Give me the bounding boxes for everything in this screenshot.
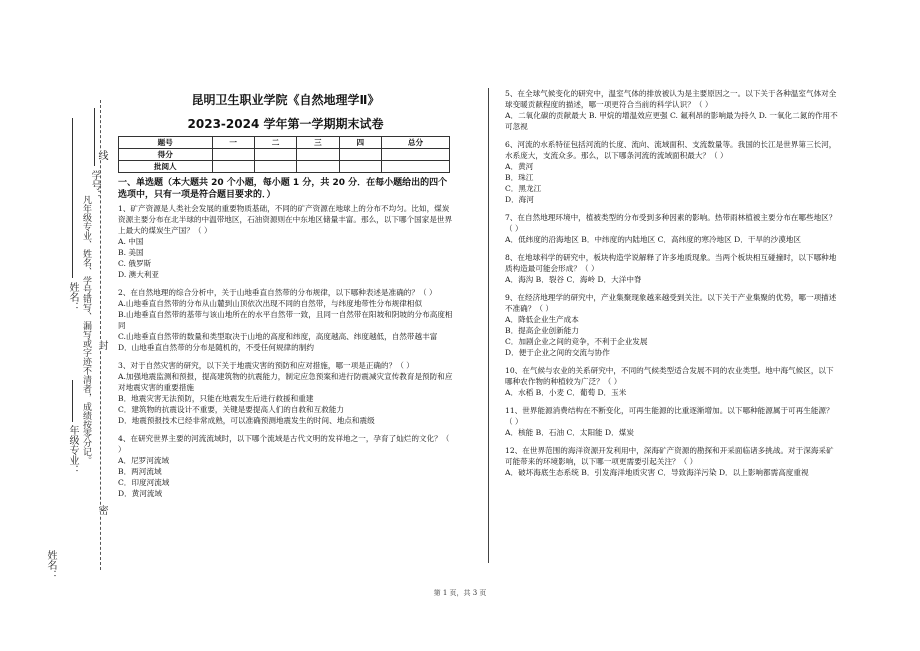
question-option[interactable]: B．地震灾害无法预防，只能在地震发生后进行救援和重建 [118, 394, 314, 403]
name-line [72, 118, 73, 278]
question-11 [505, 405, 840, 438]
score-table-header: 题号 [119, 137, 213, 149]
question-option[interactable]: B．两河流域 [118, 467, 162, 476]
question-stem: 12、在世界范围的海洋资源开发利用中，深海矿产资源的勘探和开采面临诸多挑战。对于深海采矿可能带来的环境影响，以下哪一项更需要引起关注？（ ） [505, 446, 834, 466]
question-4 [118, 433, 453, 499]
question-option[interactable]: C．加剧企业之间的竞争，不利于企业发展 [505, 337, 648, 346]
score-table-header: 二 [254, 137, 296, 149]
question-option[interactable]: C. 俄罗斯 [118, 259, 152, 268]
score-table-header-row [119, 137, 450, 149]
question-10 [505, 365, 840, 398]
question-option[interactable]: A．核能 B．石油 C．太阳能 D．煤炭 [505, 428, 634, 437]
question-option[interactable]: A．海沟 B．裂谷 C．海岭 D．大洋中脊 [505, 275, 642, 284]
question-option[interactable]: A．降低企业生产成本 [505, 315, 579, 324]
question-option[interactable]: D. 澳大利亚 [118, 270, 160, 279]
question-stem: 7、在自然地理环境中，植被类型的分布受到多种因素的影响。热带雨林植被主要分布在哪些地区？（ ） [505, 213, 837, 233]
warning-text: 凡年级专业、姓名、学号错写、漏写或字迹不清者，成绩按零分记。 [81, 195, 91, 465]
student-id-label: 学号： [89, 170, 100, 200]
question-option[interactable]: A.加强地震监测和预报，提高建筑物的抗震能力，制定应急预案和进行防震减灾宣传教育是预防和应对地震灾害的重要措施 [118, 372, 453, 392]
score-cell[interactable] [297, 149, 339, 161]
score-cell[interactable] [339, 149, 381, 161]
question-2 [118, 287, 453, 353]
question-3 [118, 360, 453, 426]
question-option[interactable]: B．提高企业创新能力 [505, 326, 579, 335]
question-option[interactable]: D．地震预报技术已经非常成熟，可以准确预测地震发生的时间、地点和震级 [118, 416, 375, 425]
major-label: 年级专业： [67, 425, 78, 475]
question-option[interactable]: B.山地垂直自然带的基带与该山地所在的水平自然带一致，且同一自然带在阳坡和阴坡的分布高度相同 [118, 310, 453, 330]
grader-cell[interactable] [212, 161, 254, 173]
left-column [118, 92, 453, 506]
major-line [72, 380, 73, 422]
question-stem: 1、矿产资源是人类社会发展的重要物质基础，不同的矿产资源在地球上的分布不均匀。比如，煤炭资源主要分布在北半球的中温带地区，石油资源则在中东地区储量丰富。那么，以下哪个国家是世界上最大的煤炭生产国？（ ） [118, 204, 453, 235]
school-title: 昆明卫生职业学院《自然地理学Ⅱ》 [191, 93, 380, 107]
question-option[interactable]: D．山地垂直自然带的分布是随机的，不受任何规律的制约 [118, 343, 314, 352]
question-option[interactable]: A．破坏海底生态系统 B．引发海洋地质灾害 C．导致海洋污染 D．以上影响都需高度重视 [505, 468, 809, 477]
question-stem: 5、在全球气候变化的研究中，温室气体的排放被认为是主要原因之一。以下关于各种温室气体对全球变暖贡献程度的描述，哪一项更符合当前的科学认识？（ ） [505, 89, 837, 109]
score-table [118, 136, 450, 173]
question-option[interactable]: C．建筑物的抗震设计不重要，关键是要提高人们的自救和互救能力 [118, 405, 345, 414]
grader-cell[interactable] [254, 161, 296, 173]
right-column [505, 88, 840, 485]
question-option[interactable]: A．低纬度的沿海地区 B．中纬度的内陆地区 C．高纬度的寒冷地区 D．干旱的沙漠地区 [505, 235, 801, 244]
score-cell[interactable] [382, 149, 450, 161]
question-option[interactable]: A．水稻 B．小麦 C．葡萄 D．玉米 [505, 388, 627, 397]
question-stem: 9、在经济地理学的研究中，产业集聚现象越来越受到关注。以下关于产业集聚的优势，哪一项描述不准确？（ ） [505, 293, 837, 313]
seal-char-line: 线 [96, 150, 107, 160]
question-option[interactable]: A．二氧化碳的贡献最大 B. 甲烷的增温效应更强 C. 氟利昂的影响最为持久 D. 一氧化二氮的作用不可忽视 [505, 111, 838, 131]
score-table-row [119, 161, 450, 173]
score-table-header: 四 [339, 137, 381, 149]
grader-cell[interactable] [382, 161, 450, 173]
question-8 [505, 252, 840, 285]
question-option[interactable]: D．黄河流域 [118, 489, 163, 498]
score-table-header: 总分 [382, 137, 450, 149]
page-footer: 第 1 页，共 3 页 [433, 589, 487, 597]
question-stem: 3、对于自然灾害的研究，以下关于地震灾害的预防和应对措施，哪一项是正确的？（ ） [118, 361, 414, 370]
seal-dashed-line [100, 100, 101, 570]
question-5 [505, 88, 840, 132]
question-9 [505, 292, 840, 358]
question-stem: 10、在气候与农业的关系研究中，不同的气候类型适合发展不同的农业类型。地中海气候区，以下哪种农作物的种植较为广泛？（ ） [505, 366, 834, 386]
question-option[interactable]: C．印度河流域 [118, 478, 170, 487]
column-divider [488, 88, 489, 563]
binding-strip [0, 0, 110, 651]
seal-char-bind: 密 [96, 505, 107, 515]
score-cell[interactable] [212, 149, 254, 161]
question-1 [118, 203, 453, 280]
question-option[interactable]: C．黑龙江 [505, 184, 542, 193]
question-option[interactable]: B. 美国 [118, 248, 144, 257]
question-option[interactable]: C.山地垂直自然带的数量和类型取决于山地的高度和纬度，高度越高、纬度越低，自然带越丰富 [118, 332, 438, 341]
grader-cell[interactable] [339, 161, 381, 173]
question-option[interactable]: A．尼罗河流域 [118, 456, 170, 465]
score-cell[interactable] [254, 149, 296, 161]
question-option[interactable]: D．便于企业之间的交流与协作 [505, 348, 610, 357]
seal-char-seal: 封 [96, 340, 107, 350]
score-row-label: 得分 [119, 149, 213, 161]
question-option[interactable]: A. 中国 [118, 237, 144, 246]
question-stem: 2、在自然地理的综合分析中，关于山地垂直自然带的分布规律，以下哪种表述是准确的？（ ） [118, 288, 437, 297]
question-stem: 4、在研究世界主要的河流流域时，以下哪个流域是古代文明的发祥地之一，孕育了灿烂的文化？（ ） [118, 434, 450, 454]
grader-cell[interactable] [297, 161, 339, 173]
question-stem: 11、世界能源消费结构在不断变化，可再生能源的比重逐渐增加。以下哪种能源属于可再生能源？（ ） [505, 406, 834, 426]
name2-label: 姓名： [45, 550, 56, 580]
grader-row-label: 批阅人 [119, 161, 213, 173]
question-12 [505, 445, 840, 478]
name-label: 姓名： [67, 282, 78, 312]
question-option[interactable]: A.山地垂直自然带的分布从山麓到山顶依次出现不同的自然带，与纬度地带性分布规律相似 [118, 299, 423, 308]
score-table-header: 三 [297, 137, 339, 149]
question-option[interactable]: A．黄河 [505, 162, 534, 171]
score-table-header: 一 [212, 137, 254, 149]
question-7 [505, 212, 840, 245]
question-option[interactable]: B．珠江 [505, 173, 534, 182]
question-stem: 8、在地球科学的研究中，板块构造学说解释了许多地质现象。当两个板块相互碰撞时，以下哪种地质构造最可能会形成？（ ） [505, 253, 837, 273]
score-table-row [119, 149, 450, 161]
question-stem: 6、河流的水系特征包括河流的长度、流向、流域面积、支流数量等。我国的长江是世界第三长河，水系庞大，支流众多。那么，以下哪条河流的流域面积最大？（ ） [505, 140, 837, 160]
question-6 [505, 139, 840, 205]
exam-title: 2023-2024 学年第一学期期末试卷 [187, 117, 384, 131]
question-option[interactable]: D．海河 [505, 195, 534, 204]
section-title: 一、单选题（本大题共 20 个小题，每小题 1 分，共 20 分．在每小题给出的四个选项中，只有一项是符合题目要求的．） [118, 178, 448, 200]
